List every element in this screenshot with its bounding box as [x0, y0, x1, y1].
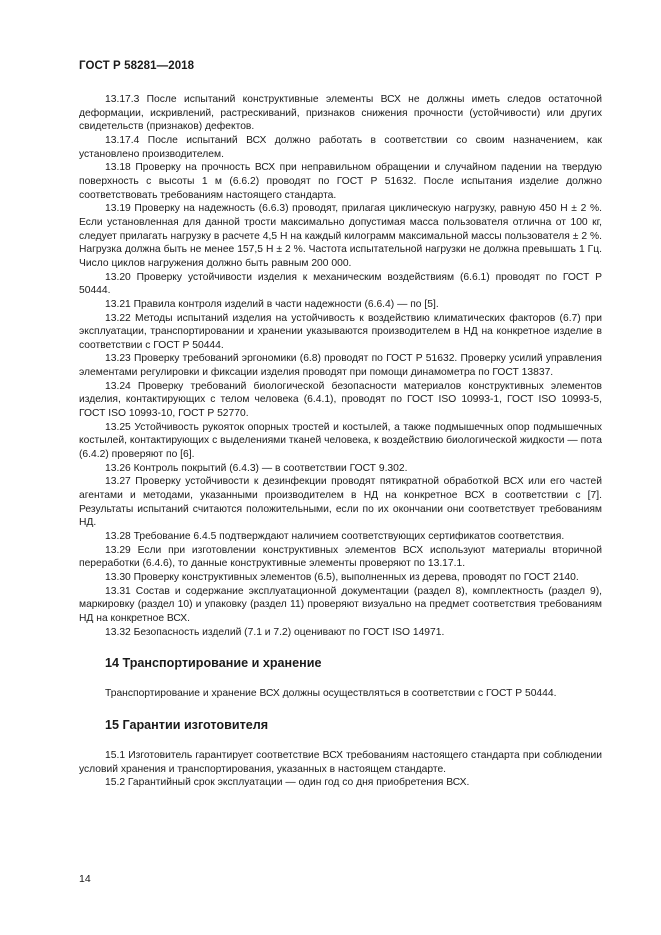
paragraph-13-17-4: 13.17.4 После испытаний ВСХ должно работать в соответствии со своим назначением, как установлено производителем. — [79, 134, 602, 160]
paragraph-13-29: 13.29 Если при изготовлении конструктивных элементов ВСХ используют материалы вторичной переработки (6.4.6), то данные конструктивные элементы проверяют по 13.17.1. — [79, 544, 602, 570]
paragraph-13-26: 13.26 Контроль покрытий (6.4.3) — в соответствии ГОСТ 9.302. — [105, 462, 408, 474]
paragraph-15-2: 15.2 Гарантийный срок эксплуатации — один год со дня приобретения ВСХ. — [105, 777, 470, 789]
paragraph-13-18: 13.18 Проверку на прочность ВСХ при неправильном обращении и случайном падении на твердую поверхность с высоты 1 м (6.6.2) проводят по ГОСТ Р 51632. После испытания изделие должно соответствовать требованиям настоящего стандарта. — [79, 162, 602, 201]
paragraph-13-17-3: 13.17.3 После испытаний конструктивные элементы ВСХ не должны иметь следов остаточной деформации, искривлений, растрескиваний, признаков снижения прочности (устойчивости) или других свидетельств (признаков) дефектов. — [79, 94, 602, 133]
paragraph-13-23: 13.23 Проверку требований эргономики (6.8) проводят по ГОСТ Р 51632. Проверку усилий управления элементами регулировки и фиксации изделия проводят при помощи динамометра по ГОСТ 13837. — [79, 353, 602, 379]
paragraph-13-22: 13.22 Методы испытаний изделия на устойчивость к воздействию климатических факторов (6.7) при эксплуатации, транспортировании и хранении указываются производителем в НД на конкретное изделие в соответствии с ГОСТ Р 50444. — [79, 312, 602, 351]
section-15-title: 15 Гарантии изготовителя — [105, 717, 269, 732]
paragraph-15-1: 15.1 Изготовитель гарантирует соответствие ВСХ требованиям настоящего стандарта при соблюдении условий хранения и транспортирования, указанных в настоящем стандарте. — [79, 749, 602, 775]
page-number: 14 — [79, 873, 91, 885]
section-14-title: 14 Транспортирование и хранение — [105, 656, 322, 671]
page-content — [79, 93, 602, 790]
paragraph-13-27: 13.27 Проверку устойчивости к дезинфекции проводят пятикратной обработкой ВСХ или его частей агентами и методами, указанными производителем в НД на конкретное ВСХ в соответствии с [7]. Результаты испытаний считаются положительными, если по их окончании они соответствует требованиям НД. — [79, 476, 602, 529]
paragraph-13-32: 13.32 Безопасность изделий (7.1 и 7.2) оценивают по ГОСТ ISO 14971. — [105, 626, 445, 638]
paragraph-13-31: 13.31 Состав и содержание эксплуатационной документации (раздел 8), комплектность (раздел 9), маркировку (раздел 10) и упаковку (раздел 11) проверяют визуально на предмет соответствия требованиям НД на конкретное ВСХ. — [79, 585, 602, 624]
section-14-text: Транспортирование и хранение ВСХ должны осуществляться в соответствии с ГОСТ Р 50444. — [105, 688, 557, 700]
paragraph-13-20: 13.20 Проверку устойчивости изделия к механическим воздействиям (6.6.1) проводят по ГОСТ Р 50444. — [79, 271, 602, 297]
paragraph-13-28: 13.28 Требование 6.4.5 подтверждают наличием соответствующих сертификатов соответствия. — [105, 531, 565, 542]
paragraph-13-30: 13.30 Проверку конструктивных элементов (6.5), выполненных из дерева, проводят по ГОСТ 2140. — [105, 571, 579, 583]
paragraph-13-19: 13.19 Проверку на надежность (6.6.3) проводят, прилагая циклическую нагрузку, равную 450 Н ± 2 %. Если установленная для данной трости максимально допустимая масса пользователя отлична от 100 кг, следует прилагать нагрузку в расчете 4,5 Н на каждый килограмм максимальной массы пользователя ± 2 %. Нагрузка должна быть не менее 157,5 Н ± 2 %. Частота испытательной нагрузки не должна превышать 1 Гц. Число циклов нагружения должно быть равным 200 000. — [79, 203, 602, 269]
paragraph-13-21: 13.21 Правила контроля изделий в части надежности (6.6.4) — по [5]. — [105, 298, 439, 310]
paragraph-13-24: 13.24 Проверку требований биологической безопасности материалов конструктивных элементов изделия, контактирующих с телом человека (6.4.1), проводят по ГОСТ ISO 10993-1, ГОСТ ISO 10993-5, ГОСТ ISO 10993-10, ГОСТ Р 52770. — [79, 380, 602, 420]
paragraph-13-25: 13.25 Устойчивость рукояток опорных тростей и костылей, а также подмышечных опор подмышечных костылей, контактирующих с выделениями тканей человека, к воздействию биологической жидкости — пота (6.4.2) проверяют по [6]. — [79, 421, 602, 461]
document-code-header: ГОСТ Р 58281—2018 — [79, 60, 195, 72]
